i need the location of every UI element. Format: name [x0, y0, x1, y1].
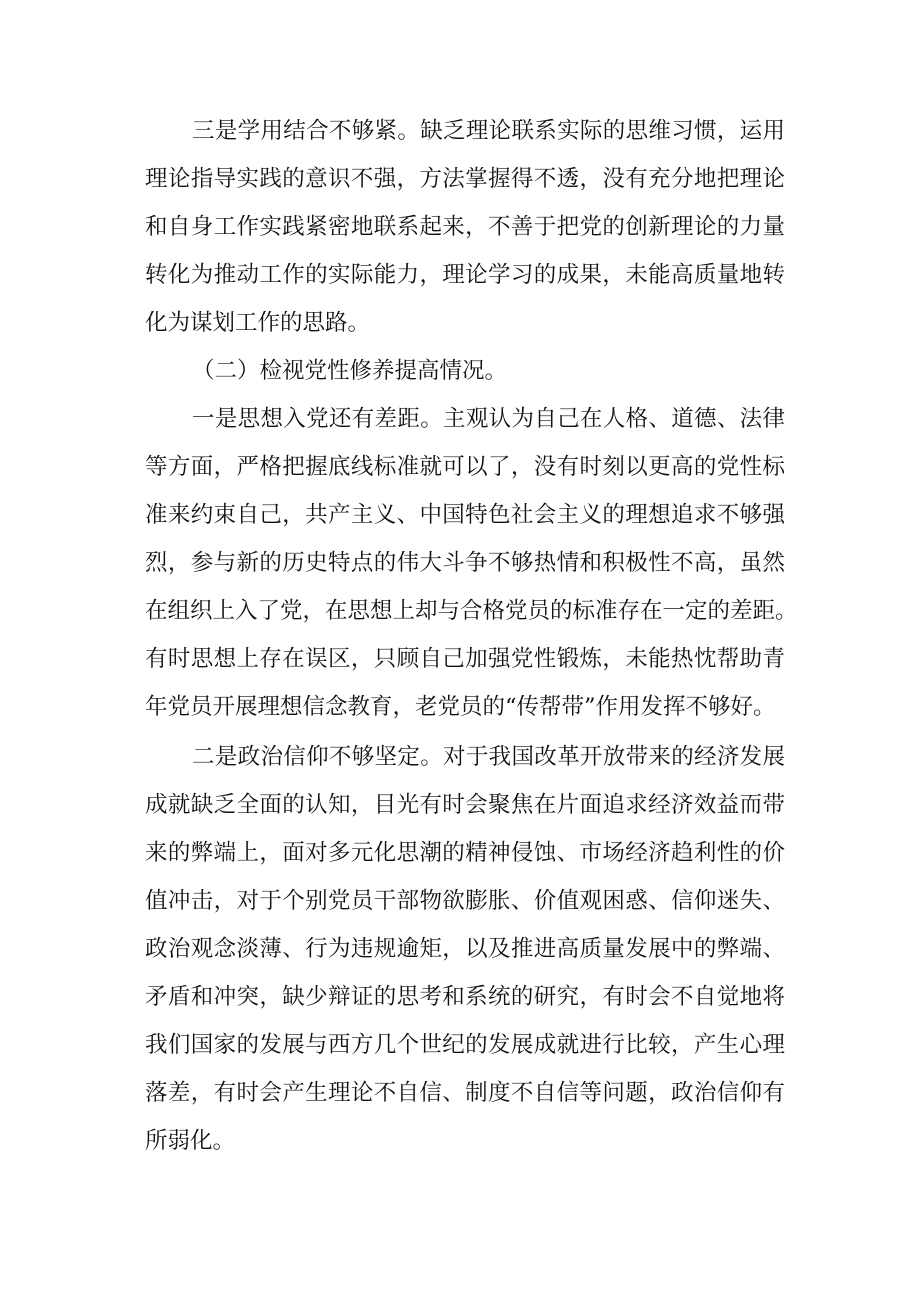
paragraph-2-line-1: 一是思想入党还有差距。主观认为自己在人格、道德、法律 [192, 406, 785, 432]
paragraph-1-line-2: 理论指导实践的意识不强，方法掌握得不透，没有充分地把理论 [145, 166, 785, 192]
paragraph-1-line-1: 三是学用结合不够紧。缺乏理论联系实际的思维习惯，运用 [192, 118, 785, 144]
paragraph-2-line-3: 准来约束自己，共产主义、中国特色社会主义的理想追求不够强 [145, 502, 785, 528]
paragraph-3-line-3: 来的弊端上，面对多元化思潮的精神侵蚀、市场经济趋利性的价 [145, 840, 785, 866]
paragraph-3-line-8: 落差，有时会产生理论不自信、制度不自信等问题，政治信仰有 [145, 1080, 785, 1106]
section-heading: （二）检视党性修养提高情况。 [192, 358, 508, 384]
paragraph-3-line-1: 二是政治信仰不够坚定。对于我国改革开放带来的经济发展 [192, 744, 785, 770]
paragraph-2-line-7: 年党员开展理想信念教育，老党员的“传帮带”作用发挥不够好。 [145, 694, 776, 720]
paragraph-1-line-4: 转化为推动工作的实际能力，理论学习的成果，未能高质量地转 [145, 262, 785, 288]
paragraph-2-line-4: 烈，参与新的历史特点的伟大斗争不够热情和积极性不高，虽然 [145, 550, 785, 576]
paragraph-2-line-2: 等方面，严格把握底线标准就可以了，没有时刻以更高的党性标 [145, 454, 785, 480]
paragraph-2-line-5: 在组织上入了党，在思想上却与合格党员的标准存在一定的差距。 [145, 598, 798, 624]
paragraph-3-line-7: 我们国家的发展与西方几个世纪的发展成就进行比较，产生心理 [145, 1032, 785, 1058]
paragraph-1-line-5: 化为谋划工作的思路。 [145, 310, 371, 336]
paragraph-3-line-9: 所弱化。 [145, 1128, 236, 1154]
paragraph-1-line-3: 和自身工作实践紧密地联系起来，不善于把党的创新理论的力量 [145, 214, 785, 240]
paragraph-3-line-4: 值冲击，对于个别党员干部物欲膨胀、价值观困惑、信仰迷失、 [145, 888, 785, 914]
paragraph-3-line-6: 矛盾和冲突，缺少辩证的思考和系统的研究，有时会不自觉地将 [145, 984, 785, 1010]
paragraph-3-line-2: 成就缺乏全面的认知，目光有时会聚焦在片面追求经济效益而带 [145, 792, 785, 818]
paragraph-2-line-6: 有时思想上存在误区，只顾自己加强党性锻炼，未能热忱帮助青 [145, 646, 785, 672]
paragraph-3-line-5: 政治观念淡薄、行为违规逾矩，以及推进高质量发展中的弊端、 [145, 936, 785, 962]
